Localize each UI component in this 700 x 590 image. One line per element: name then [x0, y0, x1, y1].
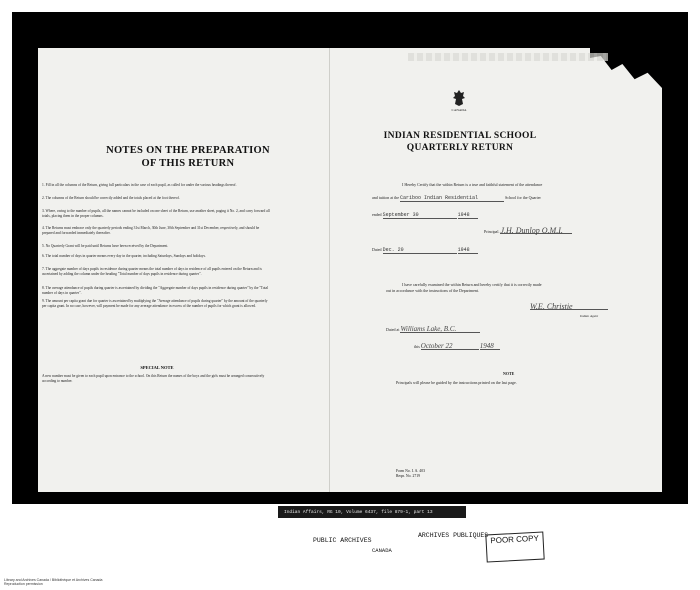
poor-copy-stamp: POOR COPY — [485, 532, 544, 563]
agent-signature-block — [530, 304, 608, 310]
note-4: 4. The Returns must embrace only the quarterly periods ending 31st March, 30th June, 30th September and 31st December, respectively, and should be prepared and forwarded immediately thereafter. — [42, 226, 260, 235]
this-line — [414, 344, 500, 350]
bleed-through-text — [408, 53, 608, 61]
taken-line — [372, 195, 541, 202]
credit-line-1: Library and Archives Canada / Bibliothèque et Archives Canada — [4, 578, 103, 582]
principal-line — [484, 228, 572, 234]
taken-suffix: School for the Quarter — [505, 195, 541, 200]
taken-prefix: and tuition at the — [372, 195, 399, 200]
ended-date-field: September 30 — [383, 213, 457, 219]
credit-line — [4, 578, 102, 586]
this-date-field: October 22 — [421, 344, 479, 350]
notes-title-line2: OF THIS RETURN — [141, 158, 235, 169]
page-fold — [329, 48, 330, 492]
agent-label: Indian Agent — [580, 314, 599, 318]
this-year-field: 1948 — [480, 344, 500, 350]
dated-label: Dated — [372, 247, 382, 252]
principal-label: Principal. — [484, 229, 500, 234]
note-heading: NOTE — [503, 371, 515, 376]
special-note-heading: SPECIAL NOTE — [140, 365, 174, 370]
certify-line: I Hereby Certify that the within Return is a true and faithful statement of the attendance — [402, 182, 543, 187]
archives-publiques-label: ARCHIVES PUBLIQUES — [418, 532, 489, 539]
dated-field: Dec. 20 — [383, 248, 457, 254]
note-9: 9. The amount per capita grant due for quarter is ascertained by multiplying the "Average attendance of pupils during quarter" by the amount of the quarterly per capita grant. In no case, however, will payment be made for any average attendance in excess of the number of pupils for which grant is allowed. — [42, 299, 268, 308]
dated-line — [372, 247, 478, 254]
return-title-line1: INDIAN RESIDENTIAL SCHOOL — [383, 131, 537, 141]
note-1: 1. Fill in all the columns of the Return, giving full particulars in the case of each pupil, as called for under the various headings thereof. — [42, 183, 237, 187]
note-body: Principals will please be guided by the instructions printed on the last page. — [396, 380, 517, 385]
note-3: 3. Where, owing to the number of pupils, all the names cannot be included on one sheet of the Return, use another sheet, paging it No. 2, and carry forward all totals, placing them in the proper columns. — [42, 209, 270, 218]
this-label: this — [414, 344, 420, 349]
dated-at-field: Williams Lake, B.C. — [400, 327, 480, 333]
ended-line — [372, 212, 478, 219]
archive-canada-label: CANADA — [372, 547, 392, 554]
form-number — [396, 469, 425, 479]
reqn-number-line: Reqn. No. 2719 — [396, 474, 421, 478]
credit-line-2: Reproduction permission — [4, 582, 43, 586]
dated-at-line — [386, 327, 480, 333]
note-5: 5. No Quarterly Grant will be paid until Returns have been received by the Department. — [42, 244, 169, 248]
coat-of-arms-icon — [452, 90, 466, 106]
crest-caption: CANADA — [451, 108, 467, 112]
dated-at-label: Dated at — [386, 327, 400, 332]
return-title-line2: QUARTERLY RETURN — [406, 143, 514, 153]
public-archives-label: PUBLIC ARCHIVES — [313, 537, 372, 544]
school-name-field: Cariboo Indian Residential — [400, 196, 504, 202]
notes-title-line1: NOTES ON THE PREPARATION — [106, 145, 270, 156]
special-note-body: A new number must be given to each pupil upon entrance to the school. On this Return the names of the boys and the girls must be arranged consecutively according to number. — [42, 374, 265, 383]
archive-label — [276, 518, 489, 568]
note-6: 6. The total number of days in quarter means every day in the quarter, including Saturdays, Sundays and holidays. — [42, 254, 206, 258]
file-reference-strip: Indian Affairs, RG 10, Volume 6437, file 879-1, part 13 — [278, 506, 466, 520]
principal-signature: J.H. Dunlop O.M.I. — [500, 228, 572, 234]
note-8: 8. The average attendance of pupils during quarter is ascertained by dividing the "Aggregate number of days pupils in residence during quarter" by the "Total number of days in quarter". — [42, 286, 269, 295]
return-title — [372, 130, 548, 154]
ended-label: ended — [372, 212, 382, 217]
ended-year-field: 1948 — [458, 213, 478, 219]
dated-year-field: 1948 — [458, 248, 478, 254]
agent-signature: W.E. Christie — [530, 304, 608, 310]
examined-line-1: I have carefully examined the within Return and hereby certify that it is correctly made — [402, 282, 542, 287]
notes-title — [78, 144, 298, 170]
examined-line-2: out in accordance with the instructions of the Department. — [386, 288, 479, 293]
note-7: 7. The aggregate number of days pupils in residence during quarter means the total number of days in residence of all pupils entered on the Return and is ascertained by adding the column under the heading "Total number of days pupils in residence during quarter". — [42, 267, 262, 276]
note-2: 2. The columns of the Return should be correctly added and the totals placed at the foot thereof. — [42, 196, 180, 200]
form-number-line: Form No. I. A. 403 — [396, 469, 426, 473]
